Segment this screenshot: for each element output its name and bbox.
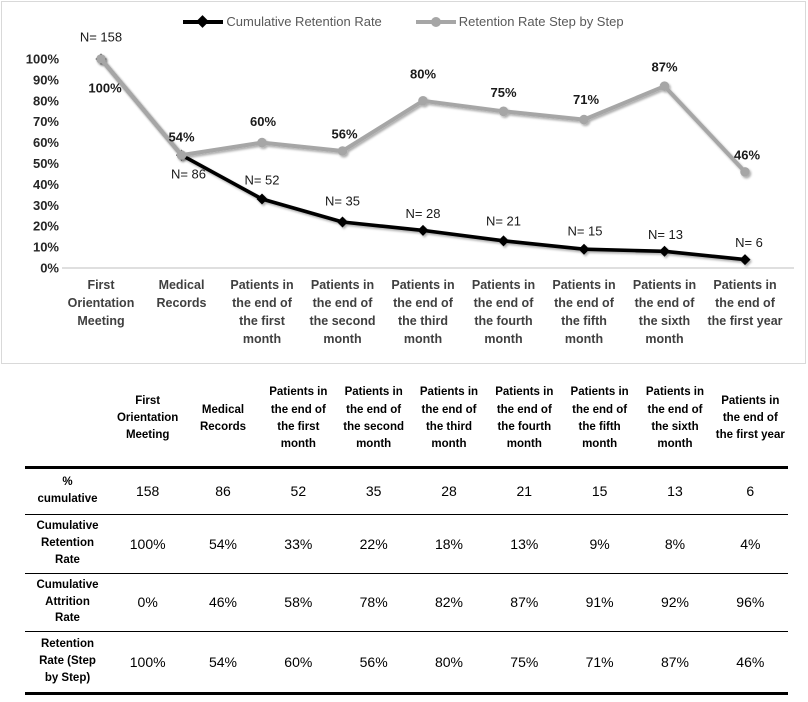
- table-row: [25, 573, 788, 631]
- table-corner-cell: [25, 372, 110, 467]
- data-label-n-count: N= 6: [735, 235, 763, 251]
- table-cell: 87%: [510, 594, 539, 610]
- table-cell: 46%: [208, 594, 237, 610]
- x-axis-label: Patients in the end of the fifth month: [552, 278, 616, 346]
- legend-item-step-by-step: [416, 14, 624, 29]
- data-point-marker-circle: [338, 146, 348, 156]
- table-cell: 33%: [284, 535, 313, 552]
- table-column-header: Patients in the end of the fifth month: [570, 386, 629, 450]
- table-row-label: Cumulative Attrition Rate: [36, 578, 99, 625]
- y-tick-label: 0%: [40, 260, 59, 276]
- retention-line-chart: [2, 2, 805, 363]
- data-label-n-count: N= 158: [79, 29, 123, 45]
- table-header: [25, 372, 788, 467]
- table-cell: 8%: [664, 535, 686, 552]
- table-cell: 100%: [129, 653, 166, 670]
- data-label-n-count: N= 35: [324, 193, 361, 209]
- table-cell: 58%: [284, 594, 313, 610]
- table-cell: 13%: [510, 535, 539, 552]
- chart-panel: [1, 1, 806, 364]
- y-tick-label: 100%: [25, 51, 59, 67]
- data-label-percent: 71%: [572, 92, 600, 108]
- data-label-n-count: N= 86: [170, 166, 207, 182]
- table-cell: 6: [746, 483, 755, 499]
- chart-legend: [2, 14, 805, 29]
- table-cell: 56%: [359, 653, 388, 670]
- table-column-header: Patients in the end of the third month: [419, 386, 479, 450]
- y-tick-label: 60%: [32, 135, 59, 151]
- data-label-percent: 87%: [651, 59, 678, 75]
- table-cell: 46%: [736, 653, 765, 670]
- table-cell: 9%: [589, 535, 610, 552]
- data-label-n-count: N= 52: [244, 172, 280, 188]
- y-tick-label: 70%: [32, 114, 59, 130]
- table-cell: 92%: [660, 594, 689, 610]
- table-cell: 71%: [585, 653, 614, 670]
- legend-item-cumulative-retention: [183, 14, 381, 29]
- y-tick-label: 80%: [32, 93, 59, 109]
- x-axis-label: Patients in the end of the second month: [309, 278, 376, 346]
- data-label-percent: 80%: [409, 66, 437, 82]
- y-tick-label: 20%: [32, 218, 59, 234]
- data-point-marker-circle: [660, 81, 670, 91]
- data-label-n-count: N= 21: [485, 213, 522, 229]
- gray-line-circle-icon: [416, 15, 456, 29]
- data-point-marker-diamond: [659, 246, 670, 257]
- table-cell: 86: [215, 483, 231, 499]
- table-cell: 100%: [129, 535, 166, 552]
- table-cell: 54%: [208, 653, 237, 670]
- table-row: [25, 467, 788, 514]
- y-tick-label: 10%: [32, 239, 59, 255]
- black-line-diamond-icon: [183, 15, 223, 29]
- table-cell: 28: [441, 483, 457, 499]
- table-cell: 82%: [434, 594, 463, 610]
- x-axis-label: Patients in the end of the fourth month: [471, 278, 536, 346]
- table-column-header: First Orientation Meeting: [116, 394, 179, 442]
- table-cell: 75%: [510, 653, 539, 670]
- legend-label-cumulative-retention: Cumulative Retention Rate: [226, 14, 382, 29]
- data-point-marker-circle: [177, 150, 187, 160]
- table-cell: 87%: [660, 653, 689, 670]
- table-column-header: Medical Records: [199, 403, 246, 433]
- data-label-percent: 100%: [88, 80, 122, 96]
- y-tick-label: 90%: [32, 72, 59, 88]
- table-cell: 4%: [740, 535, 761, 552]
- table-cell: 52: [290, 483, 307, 499]
- table-cell: 22%: [359, 535, 388, 552]
- data-point-marker-circle: [579, 115, 589, 125]
- table-column-header: Patients in the end of the first month: [269, 386, 328, 450]
- table-cell: 15: [591, 483, 608, 499]
- x-axis-label: Medical Records: [156, 278, 207, 310]
- table-cell: 96%: [736, 594, 765, 610]
- data-point-marker-diamond: [498, 235, 509, 246]
- table-cell: 91%: [585, 594, 614, 610]
- data-point-marker-circle: [740, 167, 750, 177]
- table-cell: 13: [667, 483, 683, 499]
- data-label-percent: 56%: [331, 126, 358, 142]
- legend-label-step-by-step: Retention Rate Step by Step: [458, 14, 624, 29]
- data-label-n-count: N= 28: [405, 205, 441, 221]
- table-header-row: [25, 372, 788, 467]
- data-label-n-count: N= 13: [647, 226, 684, 242]
- table-row-label: Retention Rate (Step by Step): [39, 638, 96, 684]
- table-column-header: Patients in the end of the first year: [715, 394, 785, 442]
- data-point-marker-circle: [499, 107, 509, 117]
- data-label-percent: 60%: [249, 114, 277, 130]
- table-column-header: Patients in the end of the sixth month: [645, 386, 705, 450]
- y-tick-label: 40%: [32, 176, 59, 192]
- data-point-marker-circle: [96, 54, 106, 64]
- table-row: [25, 514, 788, 573]
- table-row-label: Cumulative Retention Rate: [36, 520, 99, 566]
- y-tick-label: 50%: [32, 156, 59, 171]
- table-cell: 54%: [208, 535, 237, 552]
- table-row-label: % cumulative: [37, 476, 98, 505]
- table-body: [25, 467, 788, 693]
- table-column-header: Patients in the end of the fourth month: [495, 386, 554, 450]
- x-axis-label: First Orientation Meeting: [67, 278, 135, 328]
- table-cell: 60%: [284, 653, 313, 670]
- table-cell: 78%: [359, 594, 388, 610]
- table-row: [25, 631, 788, 693]
- x-axis-label: Patients in the end of the sixth month: [632, 278, 697, 346]
- data-point-marker-diamond: [579, 244, 590, 255]
- y-tick-label: 30%: [32, 197, 59, 213]
- x-axis-label: Patients in the end of the first month: [230, 278, 294, 346]
- table-cell: 18%: [434, 535, 463, 552]
- data-point-marker-circle: [257, 138, 267, 148]
- table-column-header: Patients in the end of the second month: [343, 386, 404, 450]
- table-cell: 35: [365, 483, 382, 499]
- x-axis-label: Patients in the end of the third month: [391, 278, 455, 346]
- table-cell: 0%: [137, 594, 158, 610]
- retention-data-table: [25, 372, 788, 695]
- data-point-marker-diamond: [740, 254, 751, 265]
- x-axis-label: Patients in the end of the first year: [707, 278, 783, 328]
- table-cell: 158: [135, 483, 160, 499]
- data-label-percent: 54%: [168, 129, 195, 145]
- data-label-percent: 46%: [733, 147, 761, 163]
- table-cell: 21: [516, 483, 533, 499]
- data-point-marker-diamond: [418, 225, 429, 236]
- data-point-marker-diamond: [337, 217, 348, 228]
- data-label-n-count: N= 15: [567, 223, 603, 239]
- data-label-percent: 75%: [490, 84, 517, 100]
- data-point-marker-circle: [418, 96, 428, 106]
- table-cell: 80%: [434, 653, 463, 670]
